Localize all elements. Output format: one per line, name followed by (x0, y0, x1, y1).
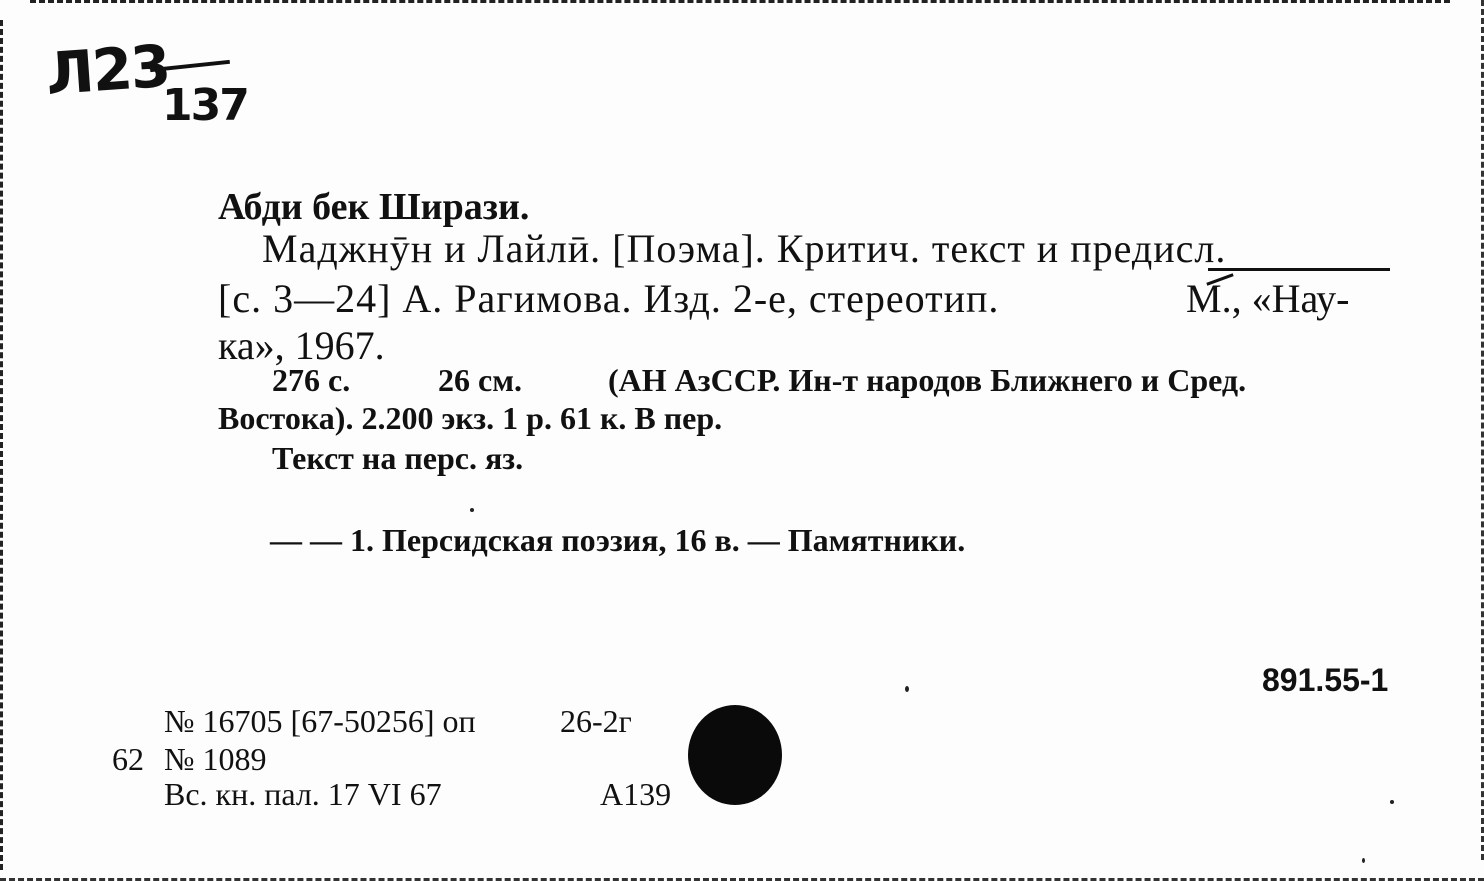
collation-pages: 276 с. (272, 362, 351, 398)
collation-series: (АН АзССР. Ин-т народов Ближнего и Сред. (608, 362, 1247, 398)
collation-size: 26 см. (438, 362, 522, 398)
registry-line-1-right: 26-2г (560, 703, 632, 739)
registry-line-2: № 1089 (164, 741, 267, 777)
registry-line-3-right: А139 (600, 776, 672, 812)
shelfmark-sub: 137 (162, 80, 248, 131)
speck (905, 686, 909, 692)
speck (470, 508, 474, 512)
card-edge-left (0, 20, 3, 870)
title-line-2: [с. 3—24] А. Рагимова. Изд. 2-е, стереотип. (218, 276, 1000, 321)
registry-line-3: Вс. кн. пал. 17 VI 67 (164, 776, 442, 812)
registry-line-2-prefix: 62 (112, 741, 144, 777)
punch-hole (688, 705, 782, 805)
registry-line-1: № 16705 [67-50256] оп (164, 703, 476, 739)
author-heading: Абди бек Ширази. (218, 186, 530, 228)
title-line-2-imprint: М., «Нау- (1186, 276, 1350, 321)
subject-heading: — — 1. Персидская поэзия, 16 в. — Памятники. (270, 522, 966, 558)
title-line-1: Маджнӯн и Лайлӣ. [Поэма]. Критич. текст и предисл. (262, 226, 1227, 271)
underline-mark (1208, 268, 1390, 271)
language-note: Текст на перс. яз. (272, 440, 524, 476)
collation-line-2: Востока). 2.200 экз. 1 р. 61 к. В пер. (218, 400, 723, 436)
card-edge-top (30, 0, 1450, 3)
title-line-3: ка», 1967. (218, 323, 385, 368)
speck (1362, 858, 1365, 863)
classification-number: 891.55-1 (1262, 662, 1389, 698)
shelfmark-main: Л23 (43, 31, 172, 109)
speck (1390, 800, 1394, 804)
